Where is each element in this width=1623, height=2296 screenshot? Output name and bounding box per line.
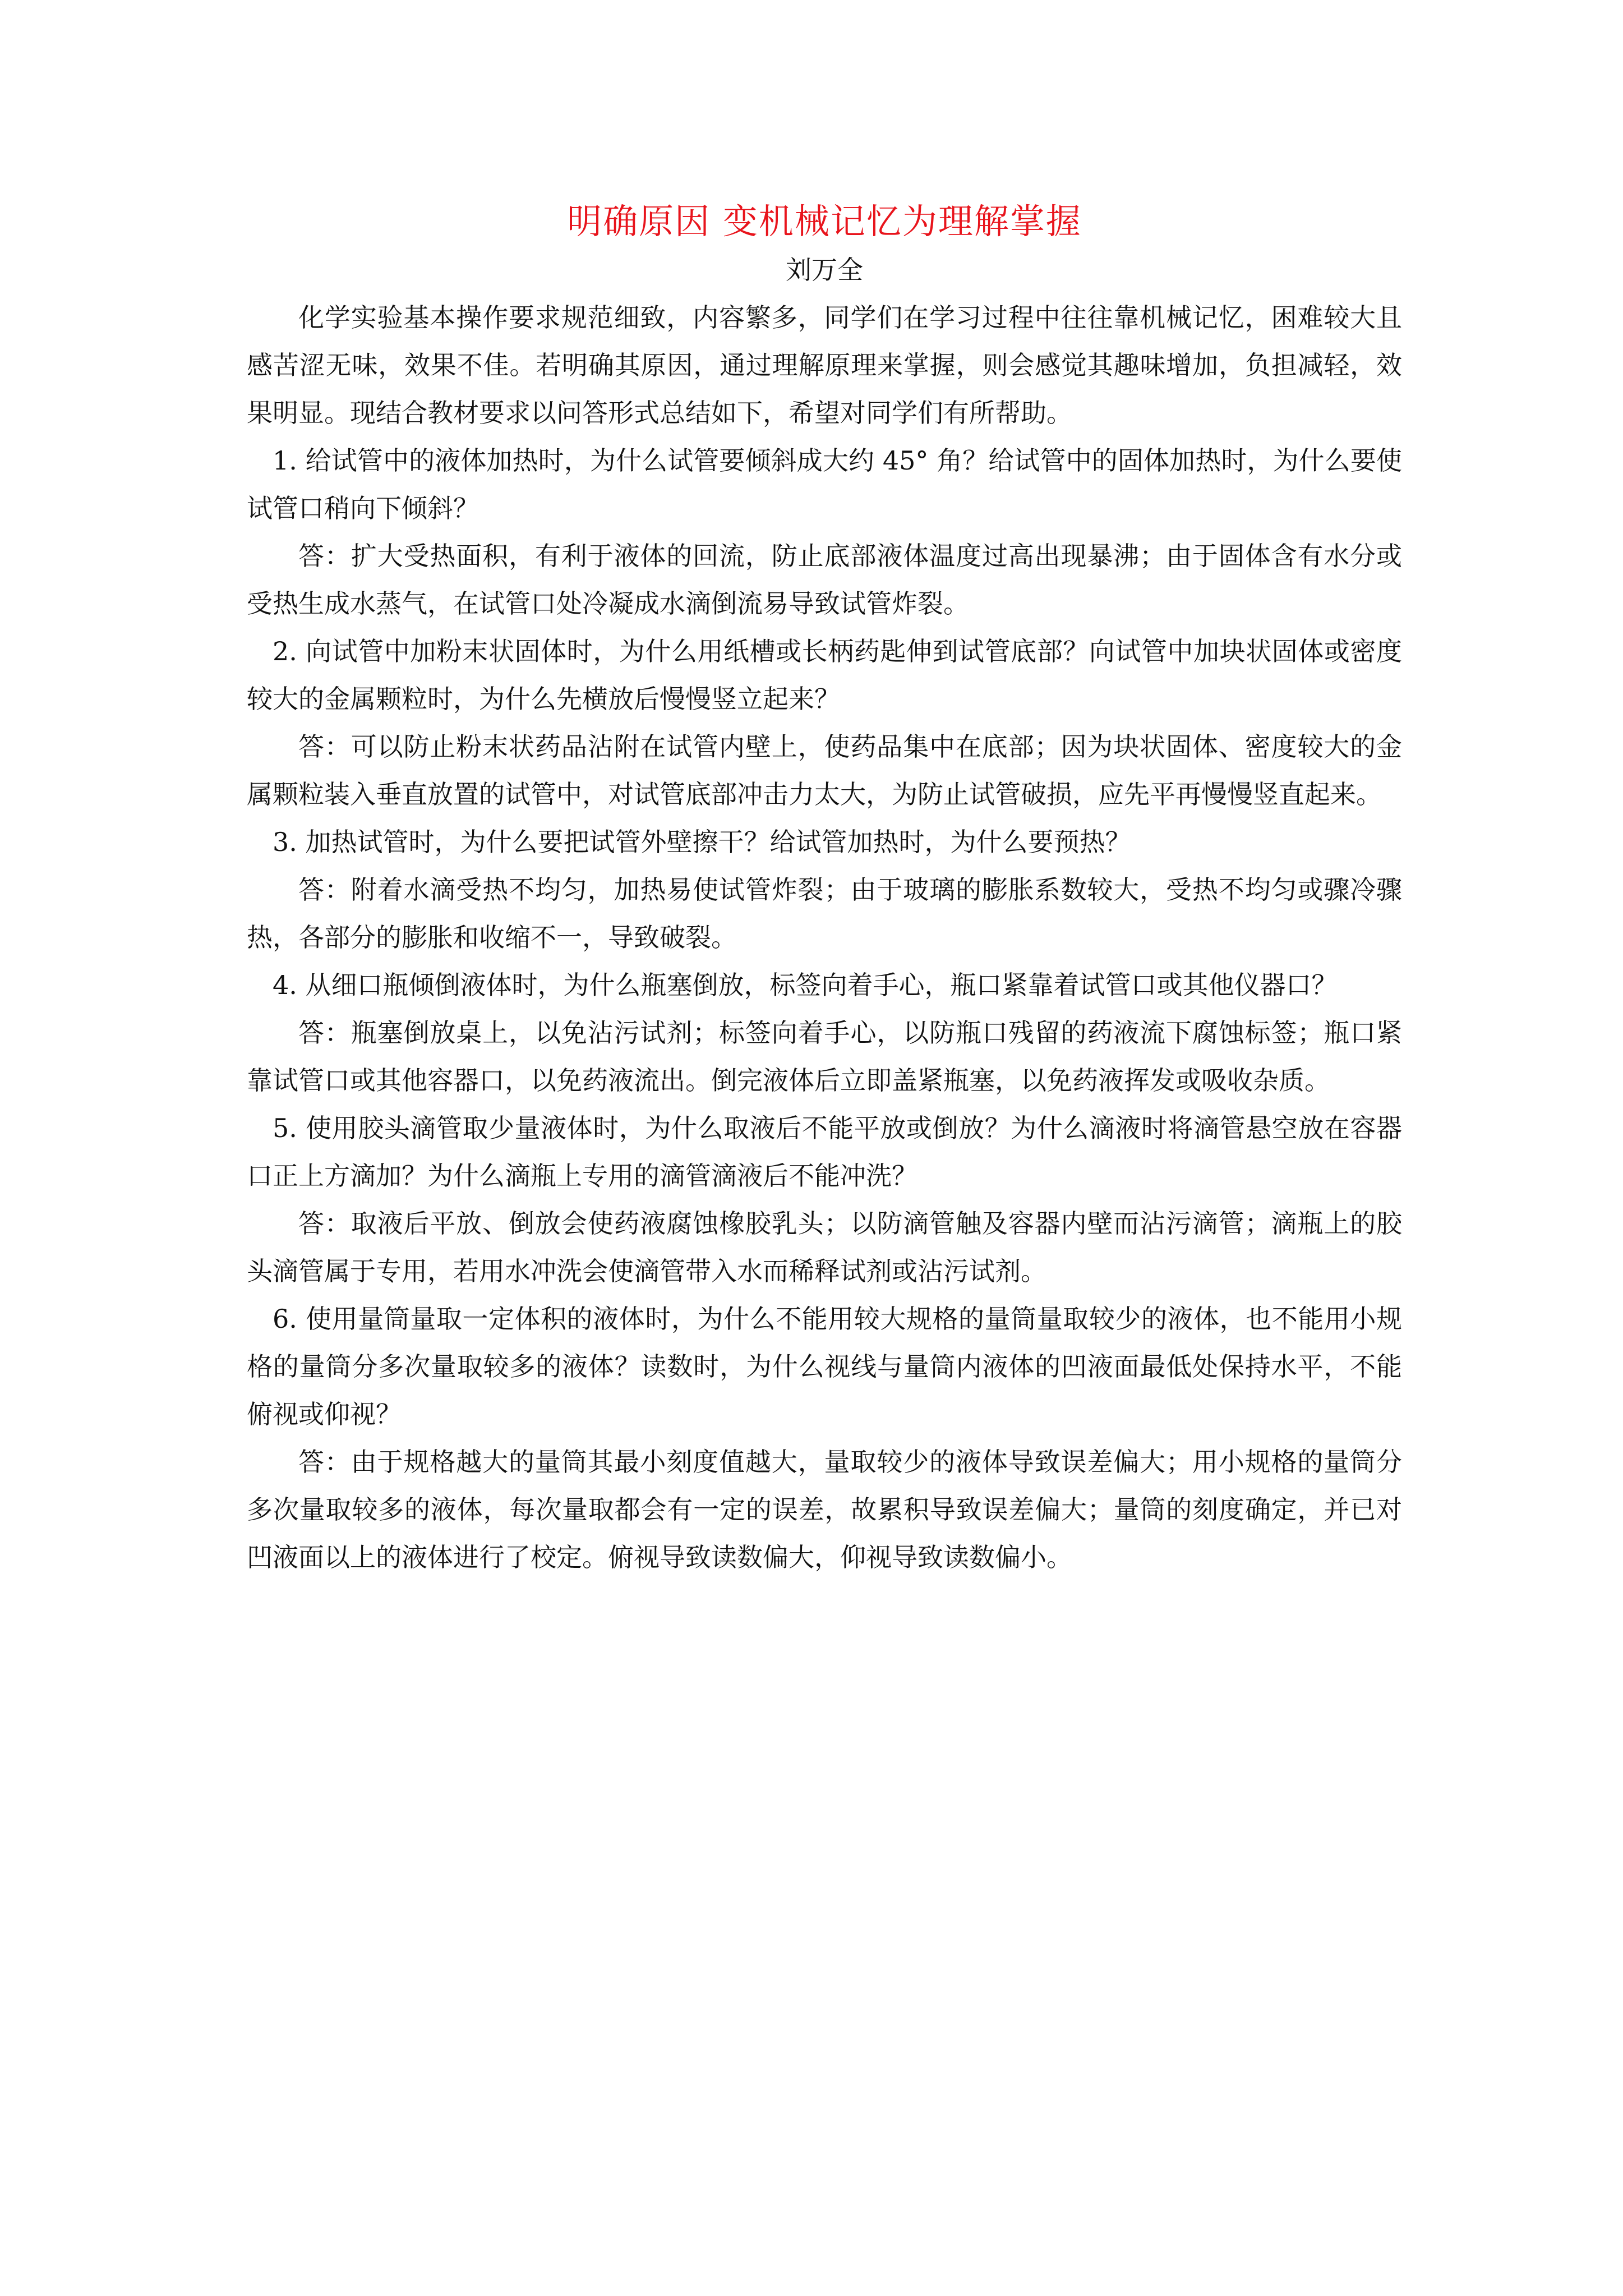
question-4: 4. 从细口瓶倾倒液体时，为什么瓶塞倒放，标签向着手心，瓶口紧靠着试管口或其他仪器口？ (273, 970, 1338, 1000)
answer-1: 答：扩大受热面积，有利于液体的回流，防止底部液体温度过高出现暴沸；由于固体含有水分或受热生成水蒸气，在试管口处冷凝成水滴倒流易导致试管炸裂。 (247, 541, 1402, 619)
document-body (247, 197, 1402, 1581)
question-5: 5. 使用胶头滴管取少量液体时，为什么取液后不能平放或倒放？为什么滴液时将滴管悬空放在容器口正上方滴加？为什么滴瓶上专用的滴管滴液后不能冲洗？ (247, 1113, 1402, 1191)
intro-paragraph: 化学实验基本操作要求规范细致，内容繁多，同学们在学习过程中往往靠机械记忆，困难较大且感苦涩无味，效果不佳。若明确其原因，通过理解原理来掌握，则会感觉其趣味增加，负担减轻，效果明显。现结合教材要求以问答形式总结如下，希望对同学们有所帮助。 (247, 302, 1402, 428)
question-6: 6. 使用量筒量取一定体积的液体时，为什么不能用较大规格的量筒量取较少的液体，也不能用小规格的量筒分多次量取较多的液体？读数时，为什么视线与量筒内液体的凹液面最低处保持水平，不能俯视或仰视？ (247, 1304, 1402, 1429)
question-2: 2. 向试管中加粉末状固体时，为什么用纸槽或长柄药匙伸到试管底部？向试管中加块状固体或密度较大的金属颗粒时，为什么先横放后慢慢竖立起来？ (247, 636, 1402, 714)
answer-5: 答：取液后平放、倒放会使药液腐蚀橡胶乳头；以防滴管触及容器内壁而沾污滴管；滴瓶上的胶头滴管属于专用，若用水冲洗会使滴管带入水而稀释试剂或沾污试剂。 (247, 1208, 1402, 1286)
answer-6: 答：由于规格越大的量筒其最小刻度值越大，量取较少的液体导致误差偏大；用小规格的量筒分多次量取较多的液体，每次量取都会有一定的误差，故累积导致误差偏大；量筒的刻度确定，并已对凹液面以上的液体进行了校定。俯视导致读数偏大，仰视导致读数偏小。 (247, 1447, 1402, 1572)
question-3: 3. 加热试管时，为什么要把试管外壁擦干？给试管加热时，为什么要预热？ (273, 827, 1131, 857)
author-name: 刘万全 (786, 255, 863, 285)
question-1: 1. 给试管中的液体加热时，为什么试管要倾斜成大约 45° 角？给试管中的固体加热时，为什么要使试管口稍向下倾斜？ (247, 445, 1402, 523)
answer-2: 答：可以防止粉末状药品沾附在试管内壁上，使药品集中在底部；因为块状固体、密度较大的金属颗粒装入垂直放置的试管中，对试管底部冲击力太大，为防止试管破损，应先平再慢慢竖直起来。 (247, 731, 1402, 809)
answer-4: 答：瓶塞倒放桌上，以免沾污试剂；标签向着手心，以防瓶口残留的药液流下腐蚀标签；瓶口紧靠试管口或其他容器口，以免药液流出。倒完液体后立即盖紧瓶塞，以免药液挥发或吸收杂质。 (247, 1018, 1402, 1096)
document-title: 明确原因 变机械记忆为理解掌握 (567, 201, 1082, 242)
answer-3: 答：附着水滴受热不均匀，加热易使试管炸裂；由于玻璃的膨胀系数较大，受热不均匀或骤冷骤热，各部分的膨胀和收缩不一，导致破裂。 (247, 875, 1402, 953)
